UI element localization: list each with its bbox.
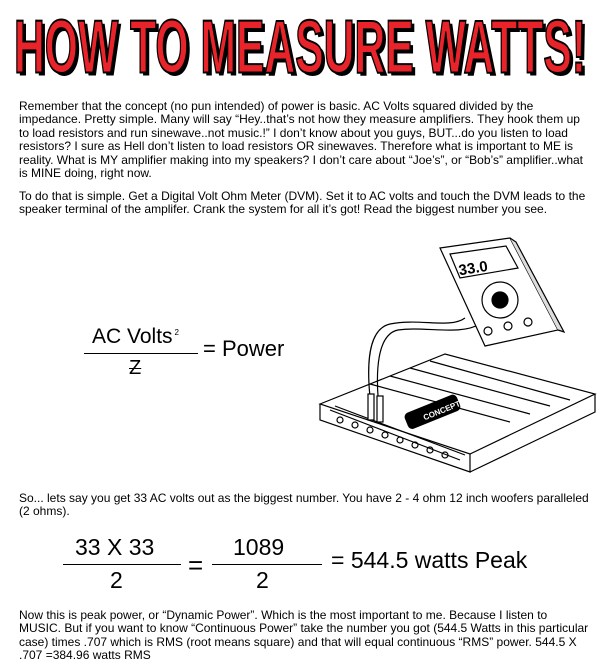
title-shadow: HOW TO MEASURE WATTS! <box>16 6 589 82</box>
example-formula-numerator-1: 33 X 33 <box>75 534 155 560</box>
power-formula-superscript: 2 <box>174 328 179 337</box>
meter-display-value: 33.0 <box>457 257 489 280</box>
amp-brand-label: CONCEPT <box>421 399 462 423</box>
power-formula-numerator: AC Volts $^2$ <box>92 325 179 348</box>
example-formula-numerator-2: 1089 <box>233 534 285 560</box>
conclusion-paragraph: Now this is peak power, or “Dynamic Power”. Which is the most important to me. Because I listen to MUSIC. But if you want to know “Continuous Power” take the number you got (544.5 Watts in this particular case) times .707 which is RMS (root means square) and that will equal continuous “RMS” power. 544.5 X .707 =384.96 watts RMS <box>19 608 589 663</box>
example-formula-fraction-bar-2 <box>212 564 322 565</box>
power-formula-result: = Power <box>203 336 285 361</box>
intro-paragraph: Remember that the concept (no pun intended) of power is basic. AC Volts squared divided by the impedance. Pretty simple. Many will say “Hey..that’s not how they measure amplifiers. They hook them up to load resistors and run sinewave..not music.!” I don’t know about you guys, BUT...do you listen to load resistors? I sure as Hell don’t listen to load resistors OR sinewaves. Therefore what is important to ME is reality. What is MY amplifier making into my speakers? I don’t care about “Joe’s”, or “Bob’s” amplifier..what is MINE doing, right now. <box>19 99 584 181</box>
example-formula-denominator-1: 2 <box>110 567 123 593</box>
power-formula-denominator: Z <box>129 357 142 379</box>
method-paragraph: To do that is simple. Get a Digital Volt Ohm Meter (DVM). Set it to AC volts and touch the DVM leads to the speaker terminal of the amplifer. Crank the system for all it’s got! Read the biggest number you see. <box>19 189 586 217</box>
power-formula-fraction-bar <box>84 353 198 354</box>
example-paragraph: So... lets say you get 33 AC volts out as the biggest number. You have 2 - 4 ohm 12 inch woofers paralleled (2 ohms). <box>19 491 589 519</box>
example-formula-denominator-2: 2 <box>256 567 269 593</box>
amplifier-icon <box>320 354 595 472</box>
example-formula-result: = 544.5 watts Peak <box>331 547 528 573</box>
title-text: HOW TO MEASURE WATTS! <box>13 4 586 82</box>
example-formula-equals: = <box>188 550 204 580</box>
example-formula-fraction-bar-1 <box>63 564 181 565</box>
page-title <box>0 4 600 82</box>
dvm-amplifier-illustration <box>310 234 600 482</box>
